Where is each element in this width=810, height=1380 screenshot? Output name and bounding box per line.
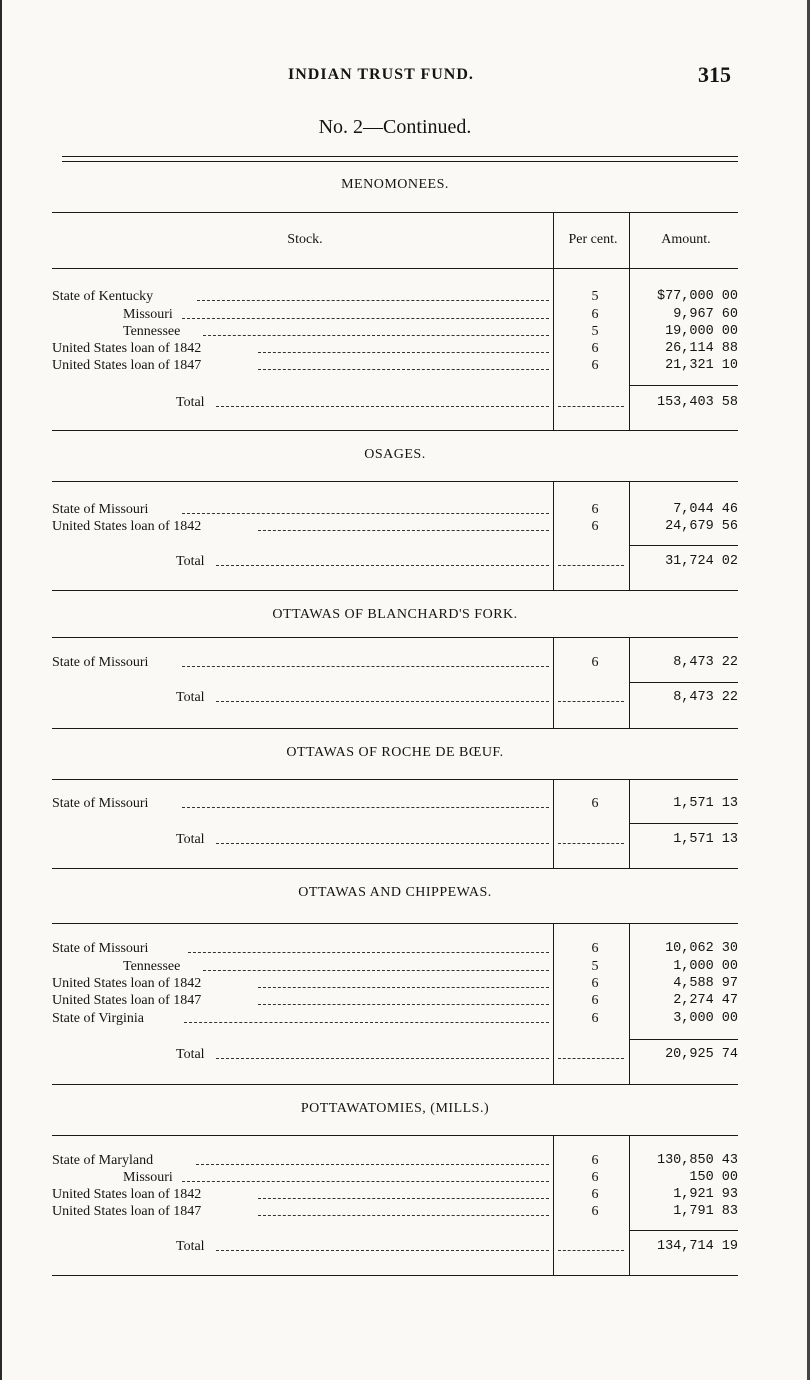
row-amount: 1,571 13 xyxy=(673,796,738,811)
section-bottom-rule xyxy=(52,868,738,869)
total-label: Total xyxy=(176,395,205,410)
row-label: State of Missouri xyxy=(52,502,149,517)
row-amount: 8,473 22 xyxy=(673,655,738,670)
table-top-rule xyxy=(52,212,738,213)
row-amount: 1,921 93 xyxy=(673,1187,738,1202)
row-label: United States loan of 1842 xyxy=(52,341,202,356)
row-label: Tennessee xyxy=(123,959,181,974)
total-amount: 153,403 58 xyxy=(656,395,738,410)
row-rate: 6 xyxy=(591,519,599,534)
row-amount: 130,850 43 xyxy=(656,1153,738,1168)
total-label: Total xyxy=(176,1239,205,1254)
dot-leader xyxy=(182,807,549,808)
row-rate: 6 xyxy=(591,1204,599,1219)
dot-leader xyxy=(197,300,549,301)
dot-leader xyxy=(258,1004,549,1005)
row-amount: 4,588 97 xyxy=(673,976,738,991)
dot-leader xyxy=(182,513,549,514)
dot-leader xyxy=(558,843,624,844)
row-rate: 5 xyxy=(591,289,599,304)
column-header-per-cent: Per cent. xyxy=(568,232,618,247)
row-amount: 24,679 56 xyxy=(665,519,738,534)
dot-leader xyxy=(216,565,549,566)
row-amount: $77,000 00 xyxy=(656,289,738,304)
row-label: United States loan of 1842 xyxy=(52,976,202,991)
dot-leader xyxy=(258,369,549,370)
dot-leader xyxy=(558,701,624,702)
row-rate: 6 xyxy=(591,307,599,322)
page-subtitle: No. 2—Continued. xyxy=(318,116,472,138)
dot-leader xyxy=(258,352,549,353)
row-amount: 150 00 xyxy=(689,1170,738,1185)
section-title-ottawas-blanchards-fork: OTTAWAS OF BLANCHARD'S FORK. xyxy=(272,607,518,622)
table-row xyxy=(0,1186,790,1204)
row-amount: 19,000 00 xyxy=(665,324,738,339)
table-row xyxy=(0,1010,790,1028)
total-rule xyxy=(630,823,738,824)
row-amount: 2,274 47 xyxy=(673,993,738,1008)
table-row xyxy=(0,940,790,958)
row-amount: 3,000 00 xyxy=(673,1011,738,1026)
row-label: United States loan of 1842 xyxy=(52,1187,202,1202)
section-title-menomonees: MENOMONEES. xyxy=(341,177,449,192)
row-amount: 7,044 46 xyxy=(673,502,738,517)
table-top-rule xyxy=(52,637,738,638)
table-row xyxy=(0,992,790,1010)
row-rate: 6 xyxy=(591,1170,599,1185)
total-label: Total xyxy=(176,832,205,847)
table-top-rule xyxy=(52,923,738,924)
row-label: Missouri xyxy=(123,1170,173,1185)
row-amount: 9,967 60 xyxy=(673,307,738,322)
total-label: Total xyxy=(176,690,205,705)
row-amount: 1,791 83 xyxy=(673,1204,738,1219)
table-row xyxy=(0,340,790,358)
total-label: Total xyxy=(176,1047,205,1062)
table-row xyxy=(0,795,790,813)
total-row xyxy=(0,394,790,412)
dot-leader xyxy=(203,335,549,336)
header-bottom-rule xyxy=(52,268,738,269)
row-amount: 21,321 10 xyxy=(665,358,738,373)
column-header-amount: Amount. xyxy=(661,232,711,247)
dot-leader xyxy=(558,1250,624,1251)
dot-leader xyxy=(216,406,549,407)
dot-leader xyxy=(182,666,549,667)
table-row xyxy=(0,1169,790,1187)
table-row xyxy=(0,1203,790,1221)
row-rate: 5 xyxy=(591,324,599,339)
table-row xyxy=(0,501,790,519)
total-amount: 134,714 19 xyxy=(656,1239,738,1254)
row-label: Tennessee xyxy=(123,324,181,339)
dot-leader xyxy=(558,406,624,407)
double-rule-top xyxy=(62,156,738,157)
row-rate: 6 xyxy=(591,1153,599,1168)
table-row xyxy=(0,323,790,341)
dot-leader xyxy=(188,952,549,953)
dot-leader xyxy=(258,1215,549,1216)
table-top-rule xyxy=(52,1135,738,1136)
section-title-pottawatomies-mills: POTTAWATOMIES, (MILLS.) xyxy=(300,1101,490,1116)
row-label: United States loan of 1847 xyxy=(52,358,202,373)
table-row xyxy=(0,958,790,976)
dot-leader xyxy=(196,1164,549,1165)
total-amount: 8,473 22 xyxy=(673,690,738,705)
row-rate: 6 xyxy=(591,796,599,811)
row-label: State of Maryland xyxy=(52,1153,154,1168)
row-amount: 1,000 00 xyxy=(673,959,738,974)
row-rate: 6 xyxy=(591,1011,599,1026)
dot-leader xyxy=(558,565,624,566)
section-bottom-rule xyxy=(52,1084,738,1085)
total-amount: 31,724 02 xyxy=(665,554,738,569)
total-rule xyxy=(630,682,738,683)
total-row xyxy=(0,1238,790,1256)
table-row xyxy=(0,288,790,306)
total-amount: 20,925 74 xyxy=(665,1047,738,1062)
row-label: United States loan of 1847 xyxy=(52,993,202,1008)
section-bottom-rule xyxy=(52,1275,738,1276)
row-label: Missouri xyxy=(123,307,173,322)
section-title-ottawas-roche-de-boeuf: OTTAWAS OF ROCHE DE BŒUF. xyxy=(286,745,504,760)
row-rate: 6 xyxy=(591,502,599,517)
row-rate: 6 xyxy=(591,358,599,373)
dot-leader xyxy=(203,970,549,971)
total-row xyxy=(0,553,790,571)
row-label: State of Missouri xyxy=(52,941,149,956)
column-divider-1 xyxy=(553,779,554,868)
table-row xyxy=(0,306,790,324)
total-rule xyxy=(630,1230,738,1231)
total-row xyxy=(0,689,790,707)
total-row xyxy=(0,1046,790,1064)
row-amount: 10,062 30 xyxy=(665,941,738,956)
section-title-osages: OSAGES. xyxy=(364,447,426,462)
row-label: United States loan of 1842 xyxy=(52,519,202,534)
total-label: Total xyxy=(176,554,205,569)
dot-leader xyxy=(216,1058,549,1059)
total-row xyxy=(0,831,790,849)
section-title-ottawas-and-chippewas: OTTAWAS AND CHIPPEWAS. xyxy=(298,885,492,900)
row-label: State of Missouri xyxy=(52,655,149,670)
running-title: INDIAN TRUST FUND. xyxy=(288,66,474,83)
table-row xyxy=(0,1152,790,1170)
table-top-rule xyxy=(52,779,738,780)
dot-leader xyxy=(216,701,549,702)
double-rule-bottom xyxy=(62,161,738,162)
dot-leader xyxy=(216,1250,549,1251)
dot-leader xyxy=(258,530,549,531)
row-rate: 5 xyxy=(591,959,599,974)
row-rate: 6 xyxy=(591,1187,599,1202)
section-bottom-rule xyxy=(52,728,738,729)
total-amount: 1,571 13 xyxy=(673,832,738,847)
row-label: United States loan of 1847 xyxy=(52,1204,202,1219)
dot-leader xyxy=(182,1181,549,1182)
row-rate: 6 xyxy=(591,993,599,1008)
table-top-rule xyxy=(52,481,738,482)
dot-leader xyxy=(216,843,549,844)
dot-leader xyxy=(182,318,549,319)
row-rate: 6 xyxy=(591,976,599,991)
total-rule xyxy=(630,385,738,386)
column-divider-1 xyxy=(553,637,554,728)
row-label: State of Missouri xyxy=(52,796,149,811)
dot-leader xyxy=(558,1058,624,1059)
table-row xyxy=(0,654,790,672)
table-row xyxy=(0,357,790,375)
table-row xyxy=(0,518,790,536)
dot-leader xyxy=(258,987,549,988)
row-rate: 6 xyxy=(591,655,599,670)
row-label: State of Virginia xyxy=(52,1011,144,1026)
section-bottom-rule xyxy=(52,430,738,431)
row-rate: 6 xyxy=(591,941,599,956)
dot-leader xyxy=(184,1022,549,1023)
row-label: State of Kentucky xyxy=(52,289,154,304)
section-bottom-rule xyxy=(52,590,738,591)
table-row xyxy=(0,975,790,993)
page-number: 315 xyxy=(698,62,731,87)
row-rate: 6 xyxy=(591,341,599,356)
total-rule xyxy=(630,545,738,546)
column-header-stock: Stock. xyxy=(287,232,323,247)
row-amount: 26,114 88 xyxy=(665,341,738,356)
dot-leader xyxy=(258,1198,549,1199)
total-rule xyxy=(630,1039,738,1040)
